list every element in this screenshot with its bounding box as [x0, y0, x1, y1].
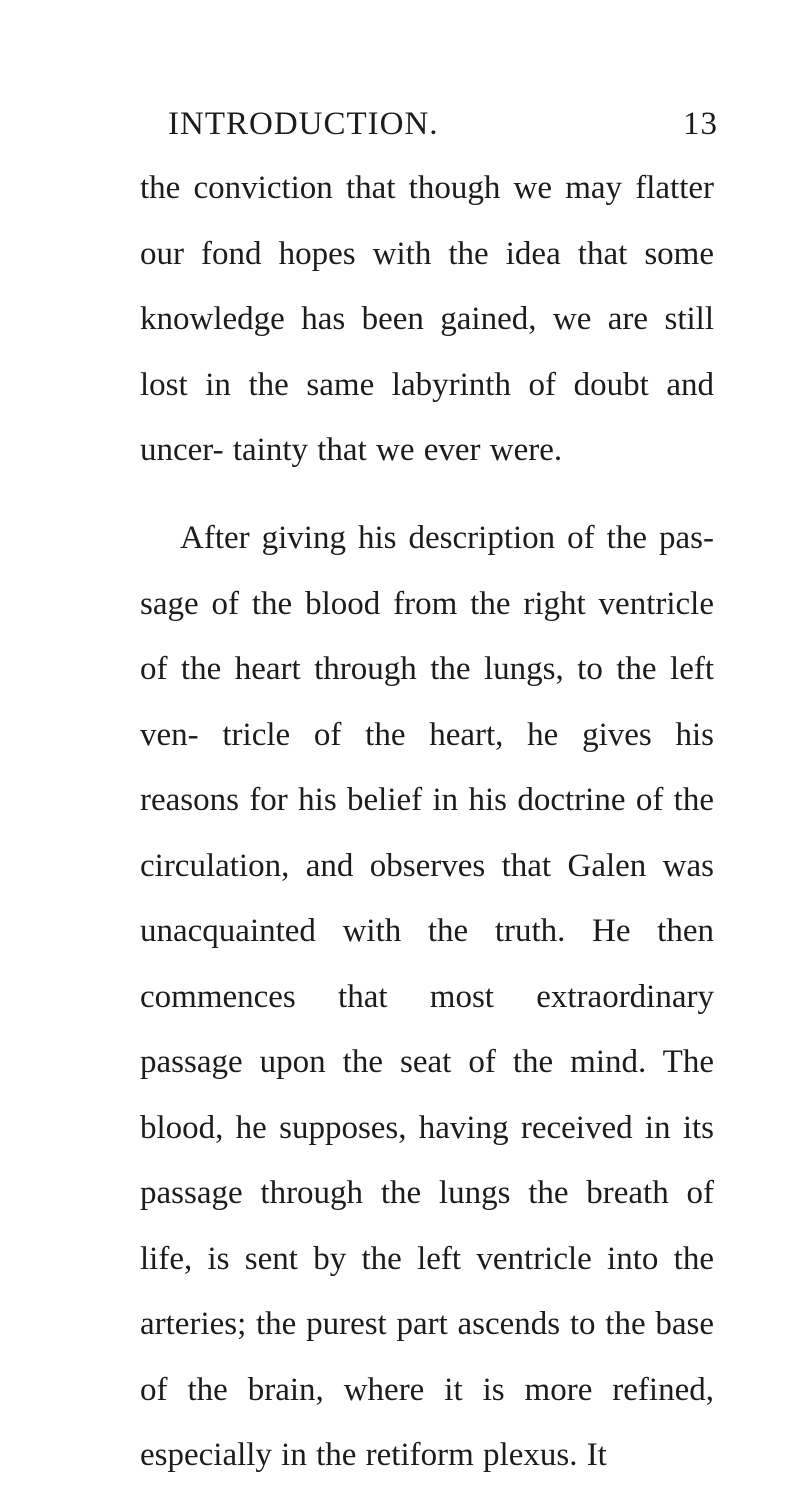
running-head — [0, 106, 800, 156]
paragraph-body — [140, 506, 714, 1489]
paragraph-body-text: After giving his description of the pas- sage of the blood from the right ventricle of the heart through the lungs, to the left ven- tricle of the heart, he gives his reasons for his belief in his doctrine of the circulation, and observes that Galen was unacquainted with the truth. He then commences that most extraordinary passage upon the seat of the mind. The blood, he supposes, having received in its passage through the lungs the breath of life, is sent by the left ventricle into the arteries; the purest part ascends to the base of the brain, where it is more refined, especially in the retiform plexus. It — [140, 520, 714, 1473]
page-number: 13 — [683, 106, 718, 142]
running-title: INTRODUCTION. — [168, 106, 439, 142]
paragraph-continuation: the conviction that though we may flatter our fond hopes with the idea that some knowledge has been gained, we are still lost in the same labyrinth of doubt and uncer- tainty that we ever were. — [140, 170, 714, 468]
